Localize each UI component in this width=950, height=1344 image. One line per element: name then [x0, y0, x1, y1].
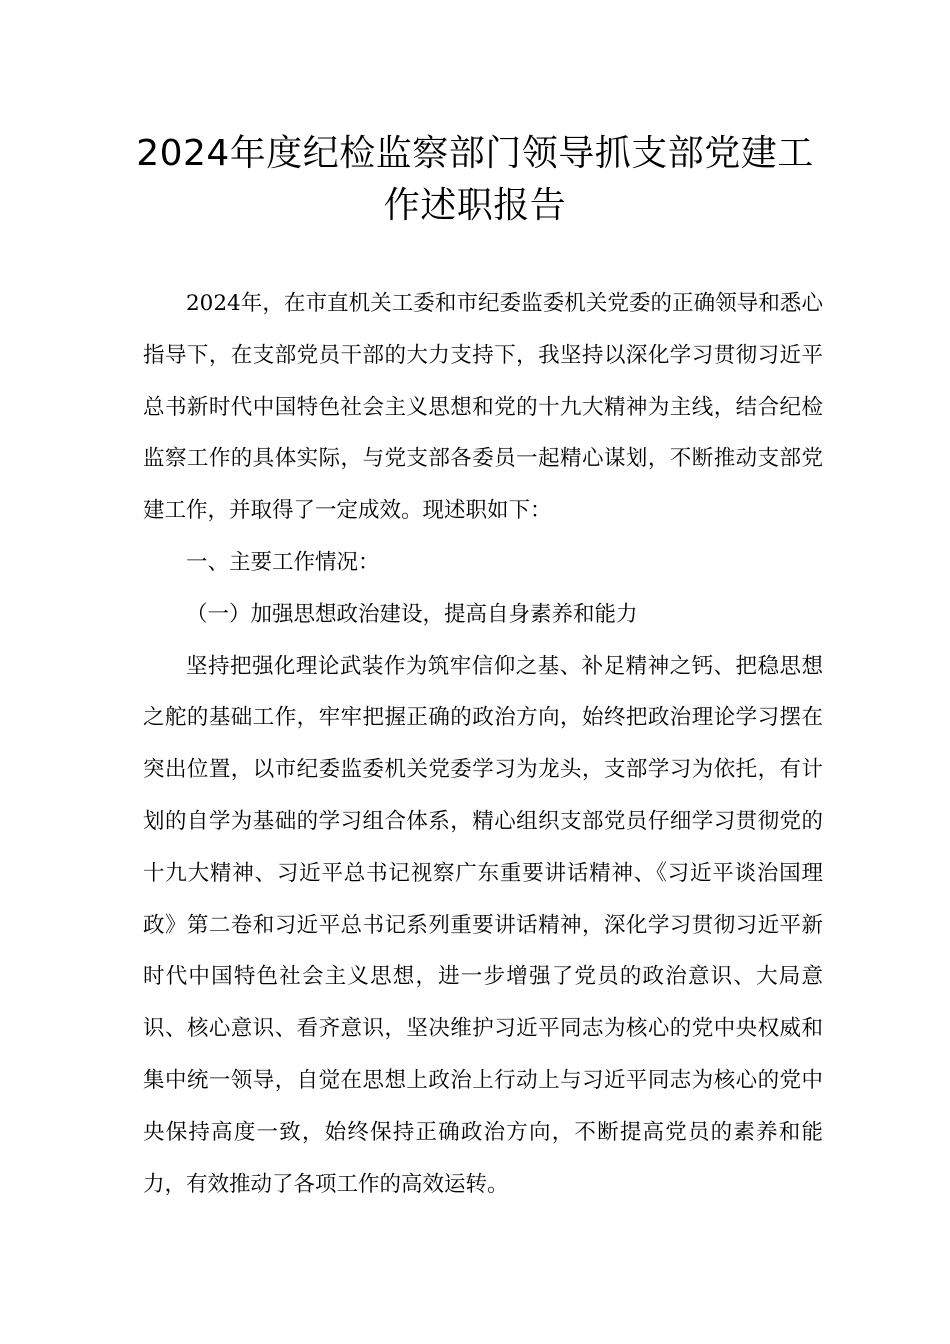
document-body	[143, 278, 823, 1210]
intro-paragraph: 2024年，在市直机关工委和市纪委监委机关党委的正确领导和悉心指导下，在支部党员干部的大力支持下，我坚持以深化学习贯彻习近平总书新时代中国特色社会主义思想和党的十九大精神为主线，结合纪检监察工作的具体实际，与党支部各委员一起精心谋划，不断推动支部党建工作，并取得了一定成效。现述职如下：	[143, 291, 823, 524]
subsection-heading: （一）加强思想政治建设，提高自身素养和能力	[186, 601, 638, 627]
document-title: 2024年度纪检监察部门领导抓支部党建工作述职报告	[136, 133, 814, 226]
body-paragraph: 坚持把强化理论武装作为筑牢信仰之基、补足精神之钙、把稳思想之舵的基础工作，牢牢把握正确的政治方向，始终把政治理论学习摆在突出位置，以市纪委监委机关党委学习为龙头，支部学习为依托，有计划的自学为基础的学习组合体系，精心组织支部党员仔细学习贯彻党的十九大精神、习近平总书记视察广东重要讲话精神、《习近平谈治国理政》第二卷和习近平总书记系列重要讲话精神，深化学习贯彻习近平新时代中国特色社会主义思想，进一步增强了党员的政治意识、大局意识、核心意识、看齐意识，坚决维护习近平同志为核心的党中央权威和集中统一领导，自觉在思想上政治上行动上与习近平同志为核心的党中央保持高度一致，始终保持正确政治方向，不断提高党员的素养和能力，有效推动了各项工作的高效运转。	[143, 653, 823, 1197]
section-heading: 一、主要工作情况：	[186, 549, 380, 575]
